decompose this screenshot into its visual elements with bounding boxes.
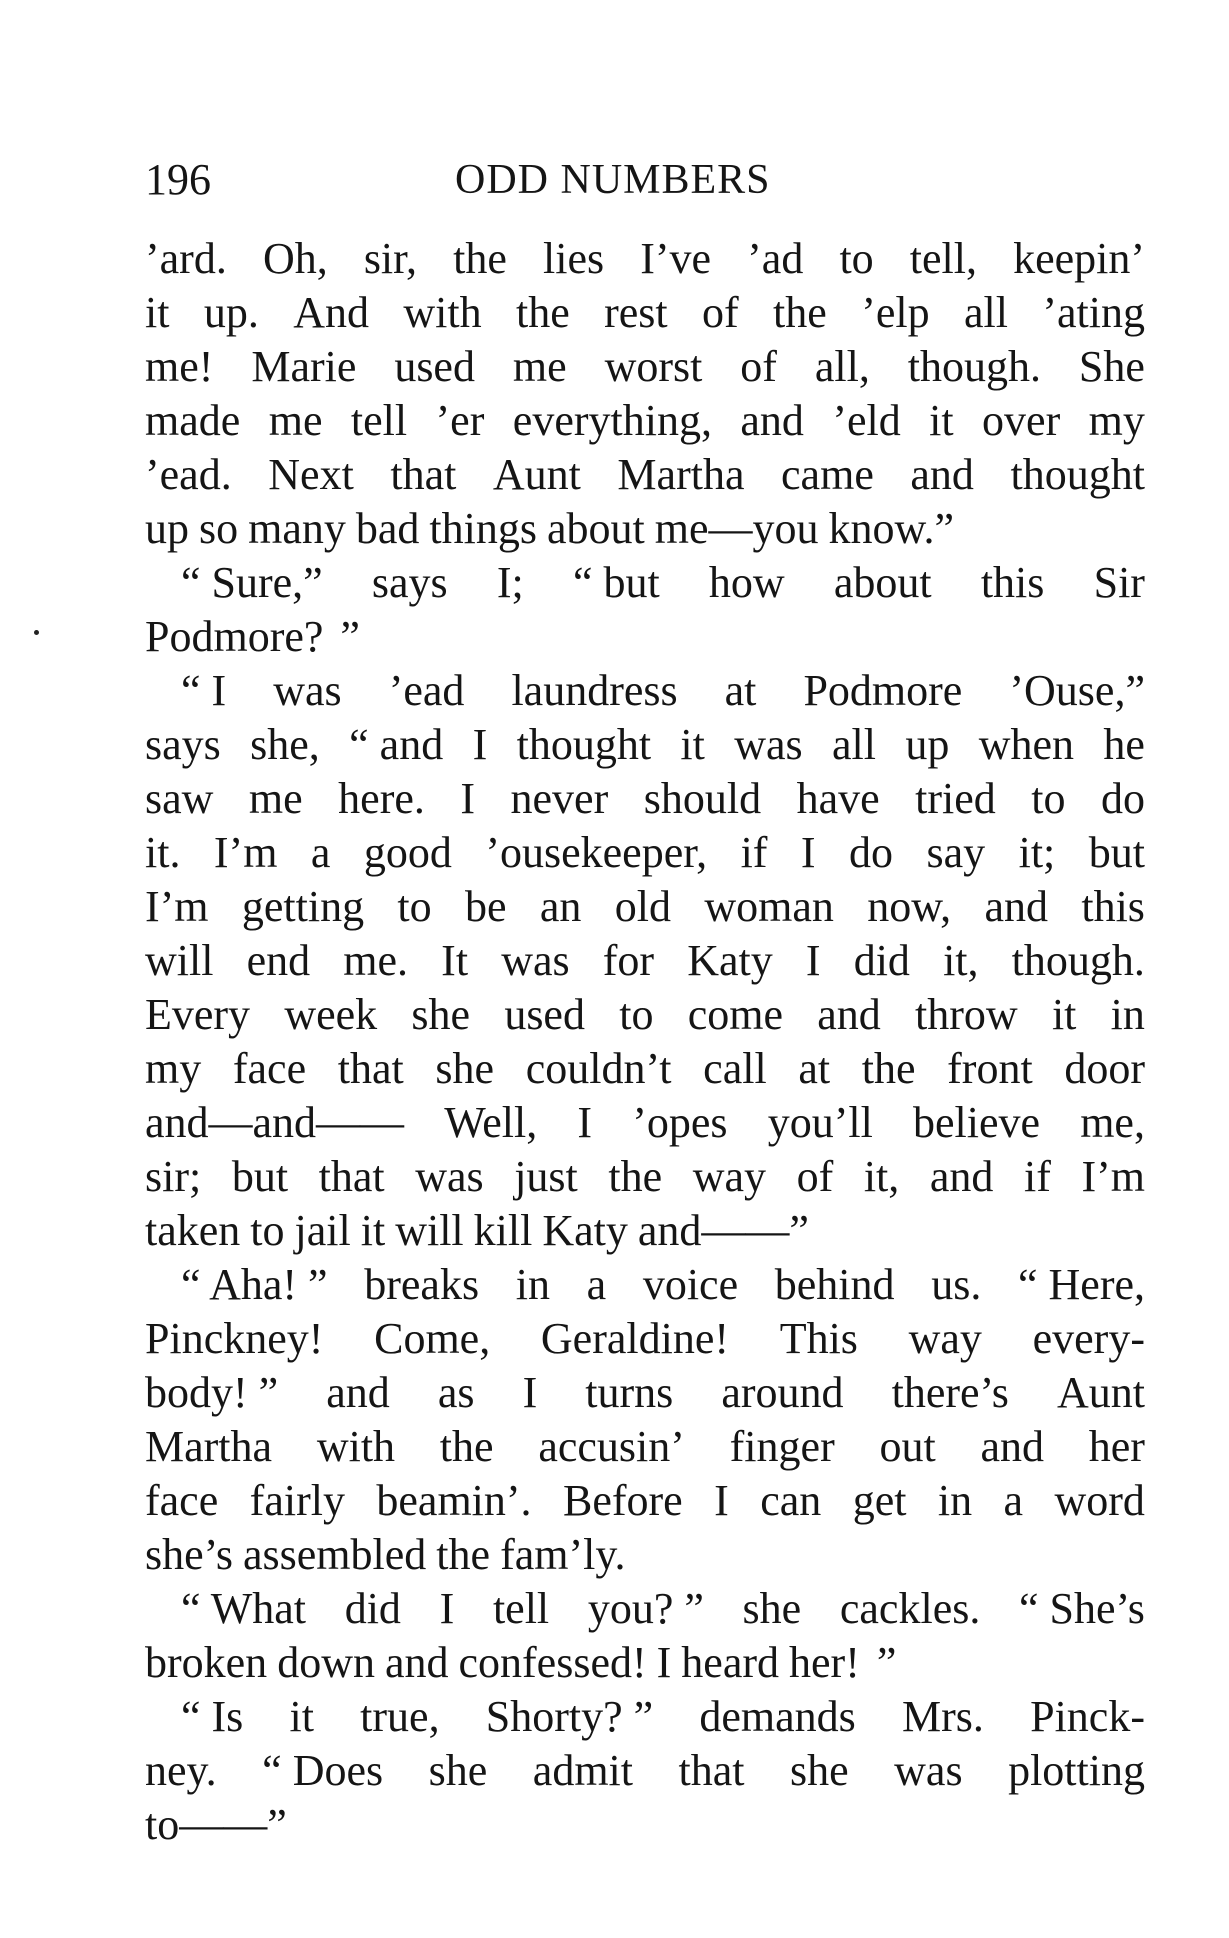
- word: around: [721, 1368, 844, 1417]
- word: you? ”: [587, 1584, 704, 1633]
- word: I;: [496, 558, 524, 607]
- word: was: [415, 1152, 484, 1201]
- word: worst: [604, 342, 703, 391]
- word: here.: [338, 774, 425, 823]
- word: do: [1100, 774, 1145, 823]
- word: ’ating: [1042, 288, 1145, 337]
- word: Katy: [687, 936, 773, 985]
- word: ’ousekeeper,: [485, 828, 708, 877]
- word: keepin’: [1013, 234, 1145, 283]
- word: I: [522, 1368, 538, 1417]
- text-line: [145, 448, 1145, 502]
- text-line: [145, 772, 1145, 826]
- word: body! ”: [145, 1368, 279, 1417]
- word: though.: [907, 342, 1041, 391]
- word: all: [832, 720, 876, 769]
- word: it: [360, 1206, 386, 1255]
- word: me!: [145, 342, 214, 391]
- word: that: [318, 1152, 385, 1201]
- word: never: [510, 774, 609, 823]
- word: demands: [699, 1692, 856, 1741]
- word: plotting: [1008, 1746, 1145, 1795]
- text-line: [145, 1798, 1145, 1852]
- word: true,: [360, 1692, 440, 1741]
- word: was: [894, 1746, 963, 1795]
- word: all: [963, 288, 1008, 337]
- word: was: [501, 936, 570, 985]
- word: this: [980, 558, 1045, 607]
- word: it: [289, 1692, 314, 1741]
- word: Pinckney!: [145, 1314, 324, 1363]
- word: it,: [863, 1152, 900, 1201]
- word: in: [515, 1260, 550, 1309]
- word: confessed!: [458, 1638, 647, 1687]
- word: all,: [814, 342, 870, 391]
- word: “ I: [181, 666, 227, 715]
- word: I: [577, 1098, 593, 1147]
- word: “ Aha! ”: [181, 1260, 328, 1309]
- text-line: [145, 286, 1145, 340]
- word: ’Ouse,”: [1009, 666, 1145, 715]
- word: he: [1103, 720, 1145, 769]
- word: you’ll: [767, 1098, 873, 1147]
- word: “ What: [181, 1584, 307, 1633]
- word: will: [395, 1206, 464, 1255]
- word: a: [586, 1260, 607, 1309]
- word: I: [472, 720, 488, 769]
- word: she’s: [145, 1530, 233, 1579]
- word: front: [947, 1044, 1033, 1093]
- word: ney.: [145, 1746, 217, 1795]
- word: will: [145, 936, 214, 985]
- word: how: [708, 558, 785, 607]
- word: beamin’.: [376, 1476, 532, 1525]
- word: can: [760, 1476, 822, 1525]
- word: about: [833, 558, 932, 607]
- word: down: [277, 1638, 375, 1687]
- word: believe: [912, 1098, 1041, 1147]
- word: week: [284, 990, 378, 1039]
- word: “ Sure,”: [181, 558, 323, 607]
- word: that: [390, 450, 457, 499]
- word: thought: [1010, 450, 1145, 499]
- word: tell: [492, 1584, 550, 1633]
- word: bad: [355, 504, 420, 553]
- text-line: [145, 1150, 1145, 1204]
- word: broken: [145, 1638, 268, 1687]
- word: it: [929, 396, 954, 445]
- word: she,: [250, 720, 320, 769]
- word: fam’ly.: [500, 1530, 626, 1579]
- word: of: [796, 1152, 834, 1201]
- word: there’s: [891, 1368, 1009, 1417]
- word: kill: [473, 1206, 533, 1255]
- word: And: [293, 288, 369, 337]
- text-line: [145, 1582, 1145, 1636]
- word: the: [861, 1044, 916, 1093]
- word: and: [384, 1638, 449, 1687]
- word: ’opes: [632, 1098, 728, 1147]
- word: I: [800, 828, 816, 877]
- word: jail: [294, 1206, 351, 1255]
- word: it: [145, 288, 170, 337]
- word: be: [465, 882, 507, 931]
- word: up: [145, 504, 189, 553]
- word: lies: [543, 234, 605, 283]
- word: she: [428, 1746, 488, 1795]
- word: with: [316, 1422, 396, 1471]
- text-line: [145, 718, 1145, 772]
- word: assembled: [243, 1530, 427, 1579]
- word: and: [929, 1152, 994, 1201]
- text-line: [145, 232, 1145, 286]
- word: up.: [203, 288, 259, 337]
- word: say: [926, 828, 986, 877]
- word: should: [643, 774, 762, 823]
- word: and——”: [637, 1206, 809, 1255]
- word: good: [363, 828, 452, 877]
- word: sir;: [145, 1152, 202, 1201]
- text-line: [145, 1528, 1145, 1582]
- word: and: [326, 1368, 390, 1417]
- text-line: [145, 1042, 1145, 1096]
- word: but: [231, 1152, 289, 1201]
- word: “ She’s: [1019, 1584, 1145, 1633]
- word: Podmore? ”: [145, 612, 360, 661]
- word: This: [779, 1314, 858, 1363]
- word: tell,: [909, 234, 977, 283]
- word: it;: [1018, 828, 1056, 877]
- word: tried: [915, 774, 996, 823]
- word: the: [515, 288, 570, 337]
- word: if: [1023, 1152, 1051, 1201]
- word: Aunt: [492, 450, 581, 499]
- word: Geraldine!: [540, 1314, 730, 1363]
- word: my: [145, 1044, 202, 1093]
- word: way: [692, 1152, 767, 1201]
- word: and: [980, 1422, 1044, 1471]
- word: She: [1078, 342, 1145, 391]
- word: ’ard.: [145, 234, 227, 283]
- word: to: [1031, 774, 1066, 823]
- word: of: [702, 288, 739, 337]
- word: heard: [681, 1638, 780, 1687]
- text-line: [145, 1420, 1145, 1474]
- word: over: [982, 396, 1061, 445]
- text-line: [145, 1636, 1145, 1690]
- word: says: [145, 720, 221, 769]
- word: know.”: [828, 504, 954, 553]
- word: a: [310, 828, 331, 877]
- word: and: [817, 990, 881, 1039]
- word: did: [853, 936, 910, 985]
- word: for: [602, 936, 655, 985]
- word: to: [250, 1206, 285, 1255]
- word: it.: [145, 828, 181, 877]
- word: was: [734, 720, 803, 769]
- word: though.: [1011, 936, 1145, 985]
- word: Come,: [374, 1314, 491, 1363]
- word: to——”: [145, 1800, 287, 1849]
- word: I: [460, 774, 476, 823]
- word: face: [145, 1476, 219, 1525]
- word: the: [439, 1422, 494, 1471]
- word: door: [1064, 1044, 1145, 1093]
- word: tell: [350, 396, 408, 445]
- text-line: [145, 1366, 1145, 1420]
- word: throw: [915, 990, 1018, 1039]
- word: Katy: [542, 1206, 628, 1255]
- text-line: [145, 880, 1145, 934]
- word: that: [337, 1044, 404, 1093]
- page-number: 196: [145, 155, 211, 204]
- word: I’m: [1081, 1152, 1145, 1201]
- word: used: [504, 990, 585, 1039]
- word: at: [798, 1044, 831, 1093]
- word: says: [371, 558, 448, 607]
- word: in: [937, 1476, 973, 1525]
- word: Pinck-: [1030, 1692, 1145, 1741]
- word: face: [232, 1044, 307, 1093]
- word: saw: [145, 774, 214, 823]
- word: Martha: [617, 450, 745, 499]
- word: Martha: [145, 1422, 273, 1471]
- word: taken: [145, 1206, 241, 1255]
- text-line: [145, 1096, 1145, 1150]
- word: I’m: [213, 828, 278, 877]
- word: “ Here,: [1017, 1260, 1145, 1309]
- word: getting: [241, 882, 365, 931]
- word: the: [773, 288, 827, 337]
- word: she: [789, 1746, 849, 1795]
- word: me: [512, 342, 567, 391]
- word: she: [435, 1044, 495, 1093]
- word: every-: [1032, 1314, 1145, 1363]
- word: Oh,: [262, 234, 328, 283]
- word: at: [724, 666, 757, 715]
- word: did: [344, 1584, 401, 1633]
- word: ’ead.: [145, 450, 232, 499]
- body-text: [145, 232, 1145, 1852]
- word: turns: [585, 1368, 674, 1417]
- word: voice: [642, 1260, 739, 1309]
- word: with: [403, 288, 482, 337]
- page-header: [145, 150, 1135, 210]
- word: a: [1003, 1476, 1024, 1525]
- word: end: [246, 936, 311, 985]
- word: about: [547, 504, 645, 553]
- word: it: [1051, 990, 1077, 1039]
- word: me—you: [654, 504, 819, 553]
- word: used: [394, 342, 475, 391]
- word: was: [273, 666, 342, 715]
- word: ’ead: [388, 666, 465, 715]
- running-title: ODD NUMBERS: [455, 157, 771, 203]
- word: finger: [729, 1422, 835, 1471]
- word: Marie: [251, 342, 357, 391]
- word: rest: [604, 288, 668, 337]
- word: “ Is: [181, 1692, 244, 1741]
- text-line: [145, 556, 1145, 610]
- word: as: [437, 1368, 475, 1417]
- text-line: [145, 1204, 1145, 1258]
- word: things: [429, 504, 537, 553]
- word: now,: [867, 882, 952, 931]
- word: that: [678, 1746, 745, 1795]
- word: I: [656, 1638, 672, 1687]
- word: “ but: [572, 558, 660, 607]
- word: Well,: [444, 1098, 538, 1147]
- word: do: [849, 828, 894, 877]
- word: fairly: [249, 1476, 345, 1525]
- word: I: [439, 1584, 455, 1633]
- word: she: [742, 1584, 802, 1633]
- word: the: [608, 1152, 663, 1201]
- text-line: [145, 988, 1145, 1042]
- text-line: [145, 664, 1145, 718]
- word: up: [905, 720, 950, 769]
- text-line: [145, 394, 1145, 448]
- word: but: [1088, 828, 1145, 877]
- word: this: [1081, 882, 1145, 931]
- word: if: [740, 828, 768, 877]
- word: old: [614, 882, 671, 931]
- word: to: [619, 990, 654, 1039]
- word: and: [910, 450, 974, 499]
- word: me.: [343, 936, 409, 985]
- text-line: [145, 502, 1145, 556]
- word: Next: [268, 450, 354, 499]
- word: when: [978, 720, 1075, 769]
- word: her! ”: [789, 1638, 897, 1687]
- word: just: [514, 1152, 578, 1201]
- word: “ Does: [262, 1746, 384, 1795]
- word: I’m: [145, 882, 209, 931]
- word: Every: [145, 990, 251, 1039]
- text-line: [145, 826, 1145, 880]
- word: get: [852, 1476, 907, 1525]
- word: breaks: [364, 1260, 480, 1309]
- word: Mrs.: [902, 1692, 984, 1741]
- word: an: [539, 882, 582, 931]
- word: Before: [562, 1476, 683, 1525]
- word: Podmore: [803, 666, 963, 715]
- word: it: [680, 720, 705, 769]
- word: of: [740, 342, 777, 391]
- text-line: [145, 1474, 1145, 1528]
- text-line: [145, 1312, 1145, 1366]
- word: way: [908, 1314, 982, 1363]
- word: ’eld: [832, 396, 901, 445]
- word: cackles.: [839, 1584, 981, 1633]
- word: my: [1088, 396, 1145, 445]
- word: ’elp: [861, 288, 930, 337]
- word: me,: [1080, 1098, 1145, 1147]
- word: thought: [516, 720, 652, 769]
- word: the: [453, 234, 507, 283]
- word: and: [984, 882, 1048, 931]
- word: have: [796, 774, 880, 823]
- word: behind: [774, 1260, 895, 1309]
- word: I: [714, 1476, 729, 1525]
- word: I’ve: [640, 234, 712, 283]
- word: I: [805, 936, 821, 985]
- word: Shorty? ”: [485, 1692, 654, 1741]
- word: ’er: [435, 396, 485, 445]
- word: to: [839, 234, 874, 283]
- word: accusin’: [538, 1422, 685, 1471]
- text-line: [145, 1258, 1145, 1312]
- word: made: [145, 396, 241, 445]
- word: to: [397, 882, 432, 931]
- word: It: [441, 936, 469, 985]
- text-line: [145, 934, 1145, 988]
- word: “ and: [349, 720, 444, 769]
- word: call: [703, 1044, 767, 1093]
- word: Sir: [1093, 558, 1145, 607]
- word: it,: [943, 936, 979, 985]
- text-line: [145, 340, 1145, 394]
- margin-speck: [34, 630, 39, 635]
- word: many: [248, 504, 346, 553]
- word: woman: [704, 882, 834, 931]
- word: laundress: [511, 666, 678, 715]
- word: so: [199, 504, 239, 553]
- word: in: [1110, 990, 1145, 1039]
- word: the: [436, 1530, 491, 1579]
- word: her: [1088, 1422, 1145, 1471]
- text-line: [145, 610, 1145, 664]
- word: out: [879, 1422, 936, 1471]
- word: admit: [532, 1746, 633, 1795]
- word: me: [268, 396, 323, 445]
- word: couldn’t: [525, 1044, 672, 1093]
- word: me: [248, 774, 303, 823]
- word: came: [781, 450, 874, 499]
- word: Aunt: [1056, 1368, 1145, 1417]
- word: ’ad: [747, 234, 804, 283]
- word: sir,: [363, 234, 418, 283]
- word: everything,: [512, 396, 712, 445]
- word: word: [1054, 1476, 1145, 1525]
- word: and: [740, 396, 804, 445]
- word: and—and——: [145, 1098, 405, 1147]
- text-line: [145, 1690, 1145, 1744]
- word: come: [687, 990, 783, 1039]
- word: she: [411, 990, 471, 1039]
- word: us.: [931, 1260, 982, 1309]
- text-line: [145, 1744, 1145, 1798]
